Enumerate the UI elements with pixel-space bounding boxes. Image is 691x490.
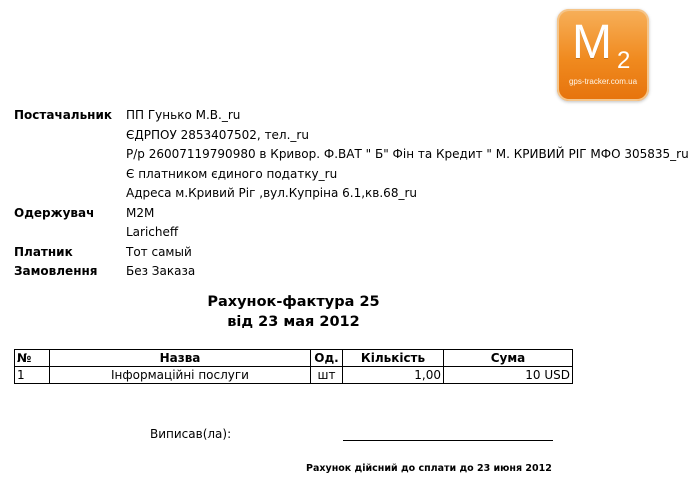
- cell-name: Інформаційні послуги: [50, 367, 311, 384]
- party-value: M2M: [126, 205, 155, 220]
- invoice-date: від 23 мая 2012: [227, 314, 360, 330]
- party-label: [14, 145, 126, 165]
- party-row: [14, 126, 689, 146]
- party-value: Р/р 26007119790980 в Кривор. Ф.ВАТ " Б" Фін та Кредит " М. КРИВИЙ РІГ МФО 305835_ru: [126, 147, 689, 161]
- cell-sum: 10 USD: [444, 367, 573, 384]
- party-row: [14, 243, 689, 263]
- invoice-title: [100, 292, 487, 332]
- party-value: Без Заказа: [126, 264, 196, 278]
- party-row: [14, 184, 689, 204]
- logo-letter: M: [572, 16, 612, 69]
- party-row: [14, 204, 689, 224]
- issued-by-label: Виписав(ла):: [150, 427, 232, 441]
- party-value: ЄДРПОУ 2853407502, тел._ru: [126, 127, 309, 142]
- party-row: [14, 145, 689, 165]
- cell-qty: 1,00: [343, 367, 444, 384]
- party-label: Постачальник: [14, 108, 113, 122]
- party-label: [14, 184, 126, 204]
- party-label: [14, 165, 126, 185]
- logo-site: gps-tracker.com.ua: [568, 77, 638, 86]
- party-row: [14, 106, 689, 126]
- header-qty: Кількість: [343, 350, 444, 367]
- logo-subscript: 2: [617, 47, 631, 74]
- party-value: Тот самый: [126, 244, 192, 259]
- party-row: [14, 262, 689, 282]
- signature-line: [343, 440, 553, 441]
- validity-note: Рахунок дійсний до сплати до 23 июня 2012: [306, 463, 552, 474]
- party-label: Одержувач: [14, 205, 95, 220]
- header-name: Назва: [50, 350, 311, 367]
- party-value: ПП Гунько М.В._ru: [126, 108, 241, 122]
- party-value: Laricheff: [126, 225, 179, 239]
- party-row: [14, 165, 689, 185]
- cell-no: 1: [15, 367, 50, 384]
- party-label: [14, 126, 126, 146]
- party-label: Платник: [14, 244, 73, 259]
- header-no: №: [15, 350, 50, 367]
- header-sum: Сума: [444, 350, 573, 367]
- table-row: [15, 367, 573, 384]
- invoice-number: Рахунок-фактура 25: [207, 294, 380, 310]
- items-table: [14, 349, 573, 384]
- party-value: Є платником єдиного податку_ru: [126, 166, 338, 181]
- cell-unit: шт: [311, 367, 343, 384]
- party-label: [14, 223, 126, 243]
- party-row: [14, 223, 689, 243]
- party-value: Адреса м.Кривий Ріг ,вул.Купріна 6.1,кв.68_ru: [126, 186, 417, 200]
- party-details: [14, 106, 689, 282]
- table-header-row: [15, 350, 573, 367]
- party-label: Замовлення: [14, 264, 98, 278]
- company-logo: [557, 9, 649, 101]
- header-unit: Од.: [311, 350, 343, 367]
